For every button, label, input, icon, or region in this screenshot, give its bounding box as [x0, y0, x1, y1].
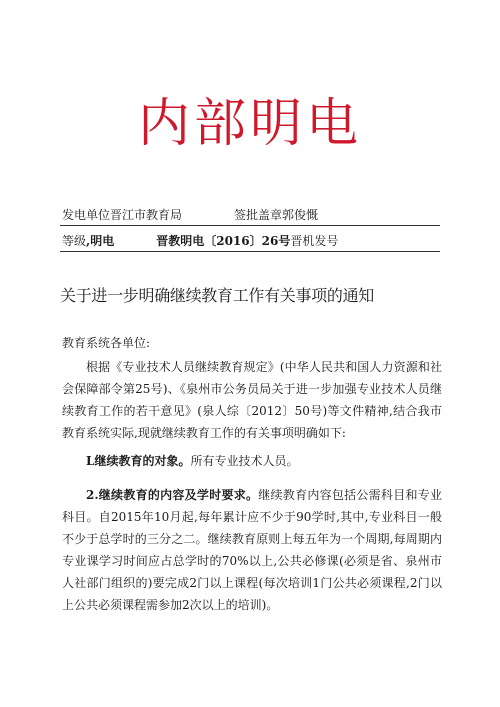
doc-number: 晋教明电〔2016〕26号	[156, 234, 291, 248]
item-heading: 2.继续教育的内容及学时要求。	[86, 488, 259, 502]
paragraph-text: 根据《专业技术人员继续教育规定》(中华人民共和国人力资源和社会保障部令第25号)、《泉州市公务员局关于进一步加强专业技术人员继续教育工作的若干意见》(泉人综〔2012〕50号)等文件精神,结合我市教育系统实际,现就继续教育工作的有关事项明确如下:	[62, 360, 442, 440]
document-title: 关于进一步明确继续教育工作有关事项的通知	[60, 286, 375, 305]
list-item	[62, 484, 442, 616]
grade-value: 明电	[90, 234, 115, 248]
item-text: 继续教育内容包括公需科目和专业科目。自2015年10月起,每年累计应不少于90学时,其中,专业科目一般不少于总学时的三分之二。继续教育原则上每五年为一个周期,每周期内专业课学习时间应占总学时的70%以上,公共必修课(必须是省、泉州市人社部门组织的)要完成2门以上课程(每次培训1门公共必须课程,2门以上公共必须课程需参加2次以上的培训)。	[62, 488, 442, 612]
grade-row: 等级,明电 晋教明电〔2016〕26号晋机发号	[62, 234, 339, 248]
sender-label: 发电单位晋江市教育局	[62, 208, 183, 222]
sender-row	[62, 207, 438, 223]
divider-line	[60, 225, 440, 226]
item-text: 所有专业技术人员。	[190, 454, 299, 468]
issue-label: 晋机发号	[290, 234, 339, 248]
signer-label: 签批盖章郭俊慨	[234, 208, 319, 222]
list-item	[62, 450, 442, 472]
salutation: 教育系统各单位:	[62, 336, 151, 350]
divider-line	[60, 251, 440, 252]
grade-prefix: 等级	[62, 234, 87, 248]
telegram-title: 内部明电	[137, 94, 362, 154]
paragraph	[62, 356, 442, 444]
item-heading: L继续教育的对象。	[86, 454, 191, 468]
